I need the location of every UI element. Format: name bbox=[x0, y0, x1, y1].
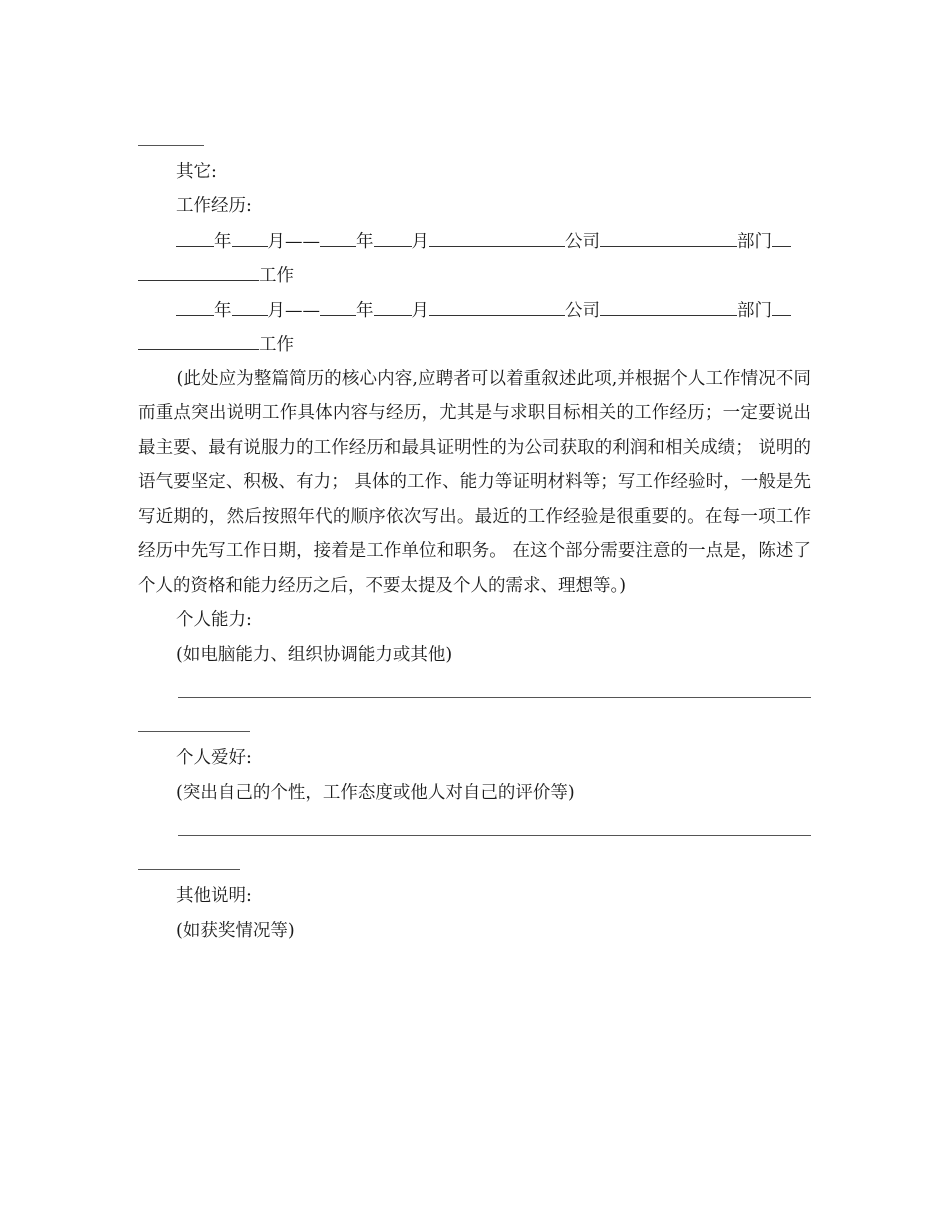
work-entry-1: 年 月—— 年 月 公司 部门 bbox=[138, 224, 811, 259]
work-heading: 工作经历: bbox=[176, 196, 252, 216]
ability-fill-line-continued[interactable] bbox=[138, 707, 811, 742]
start-year-blank[interactable] bbox=[176, 293, 214, 316]
work-entry-2: 年 月—— 年 月 公司 部门 bbox=[138, 293, 811, 328]
work-entry-1-role: 工作 bbox=[138, 258, 811, 293]
resume-template-body bbox=[138, 120, 811, 948]
company-blank[interactable] bbox=[429, 293, 565, 316]
work-entry-2-role: 工作 bbox=[138, 327, 811, 362]
end-month-blank[interactable] bbox=[374, 224, 412, 247]
start-month-blank[interactable] bbox=[232, 224, 268, 247]
start-month-blank[interactable] bbox=[232, 293, 268, 316]
role-blank[interactable] bbox=[138, 258, 259, 281]
department-blank[interactable] bbox=[600, 293, 737, 316]
work-experience-note: (此处应为整篇简历的核心内容,应聘者可以着重叙述此项,并根据个人工作情况不同而重点突出说明工作具体内容与经历，尤其是与求职目标相关的工作经历；一定要说出最主要、最有说服力的工作经历和最具证明性的为公司获取的利润和相关成绩； 说明的语气要坚定、积极、有力； 具体的工作、能力等证明材料等；写工作经验时，一般是先写近期的，然后按照年代的顺序依次写出。最近的工作经验是很重要的。在每一项工作经历中先写工作日期，接着是工作单位和职务。 在这个部分需要注意的一点是，陈述了个人的资格和能力经历之后，不要太提及个人的需求、理想等。) bbox=[138, 368, 811, 596]
department-tail-blank[interactable] bbox=[772, 224, 791, 247]
hobby-fill-line-continued[interactable] bbox=[138, 845, 811, 880]
other-heading: 其它: bbox=[176, 161, 217, 182]
end-month-blank[interactable] bbox=[374, 293, 412, 316]
end-year-blank[interactable] bbox=[320, 224, 356, 247]
start-year-blank[interactable] bbox=[176, 224, 214, 247]
ability-heading: 个人能力: bbox=[176, 610, 252, 630]
hobby-note: (突出自己的个性，工作态度或他人对自己的评价等) bbox=[176, 782, 575, 803]
hobby-fill-line[interactable] bbox=[138, 810, 811, 845]
company-blank[interactable] bbox=[429, 224, 565, 247]
department-tail-blank[interactable] bbox=[772, 293, 791, 316]
end-year-blank[interactable] bbox=[320, 293, 356, 316]
ability-fill-line[interactable] bbox=[138, 672, 811, 707]
role-blank[interactable] bbox=[138, 327, 259, 350]
department-blank[interactable] bbox=[600, 224, 737, 247]
blank-fill-line[interactable] bbox=[138, 120, 811, 155]
hobby-heading: 个人爱好: bbox=[176, 748, 252, 768]
ability-note: (如电脑能力、组织协调能力或其他) bbox=[176, 644, 453, 665]
misc-note: (如获奖情况等) bbox=[176, 920, 295, 941]
misc-heading: 其他说明: bbox=[176, 886, 252, 906]
